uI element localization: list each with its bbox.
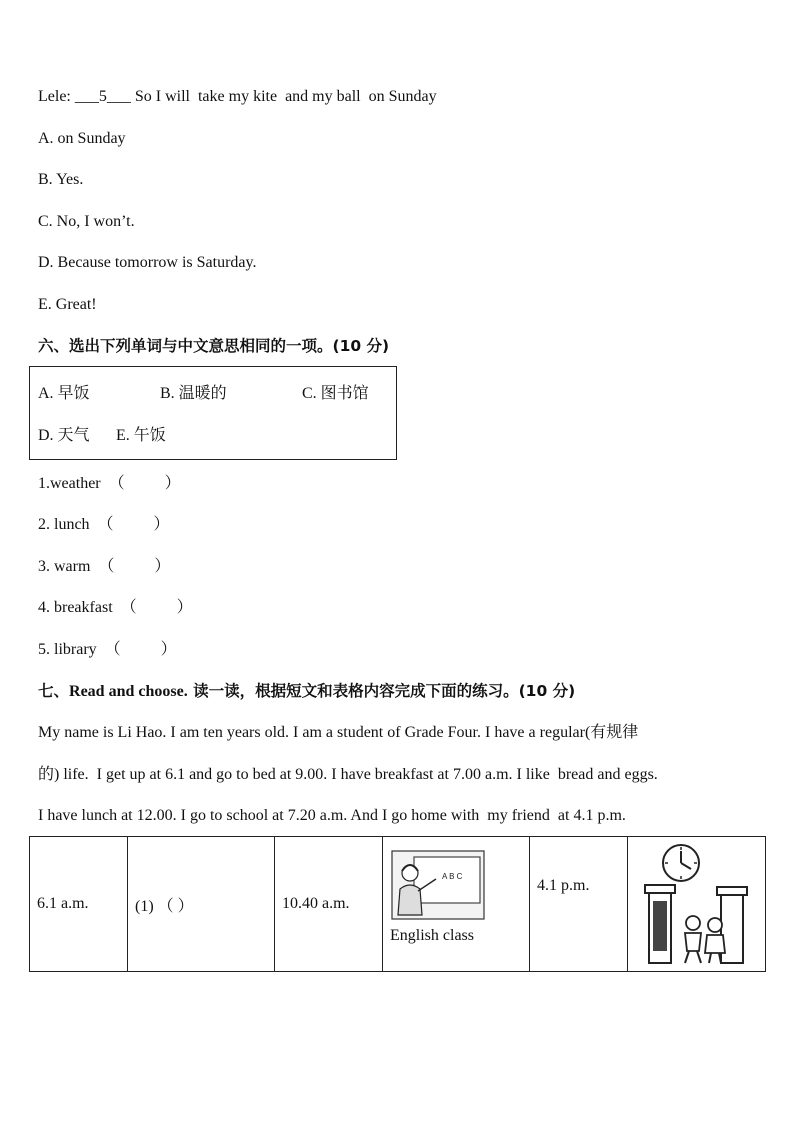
vocab-item-5: 5. library （ ） — [38, 641, 177, 658]
table-cell-time-2: 10.40 a.m. — [275, 837, 383, 972]
kids-going-home-image — [635, 841, 759, 967]
passage-line-2: 的) life. I get up at 6.1 and go to bed at 9.00. I have breakfast at 7.00 a.m. I like bread and eggs. — [38, 766, 658, 783]
dialogue-line: Lele: ___5___ So I will take my kite and my ball on Sunday — [38, 88, 437, 105]
word-bank-box — [29, 366, 397, 460]
table-cell-time-1: 6.1 a.m. — [30, 837, 128, 972]
vocab-item-1: 1.weather （ ） — [38, 475, 181, 492]
teacher-at-blackboard-image — [390, 849, 486, 921]
vocab-item-2: 2. lunch （ ） — [38, 516, 170, 533]
bank-option-e: E. 午饭 — [116, 427, 166, 444]
section7-heading: 七、Read and choose. 读一读，根据短文和表格内容完成下面的练习。(10 分) — [38, 682, 576, 700]
table-cell-go-home-image — [628, 837, 766, 972]
option-d: D. Because tomorrow is Saturday. — [38, 254, 257, 271]
bank-option-a: A. 早饭 — [38, 385, 90, 402]
passage-line-3: I have lunch at 12.00. I go to school at 7.20 a.m. And I go home with my friend at 4.1 p.m. — [38, 807, 626, 824]
option-a: A. on Sunday — [38, 130, 126, 147]
section6-heading: 六、选出下列单词与中文意思相同的一项。(10 分) — [38, 337, 390, 355]
vocab-item-4: 4. breakfast （ ） — [38, 599, 193, 616]
table-cell-blank-1: (1) （ ） — [128, 837, 275, 972]
table-cell-english-class — [383, 837, 530, 972]
bank-option-c: C. 图书馆 — [302, 385, 369, 402]
bank-option-d: D. 天气 — [38, 427, 90, 444]
bank-option-b: B. 温暖的 — [160, 385, 227, 402]
table-cell-time-3: 4.1 p.m. — [530, 837, 628, 972]
board-text: A B C — [442, 872, 463, 881]
option-c: C. No, I won’t. — [38, 213, 135, 230]
english-class-caption: English class — [390, 927, 474, 944]
schedule-table — [29, 836, 766, 972]
option-b: B. Yes. — [38, 171, 84, 188]
option-e: E. Great! — [38, 296, 97, 313]
passage-line-1: My name is Li Hao. I am ten years old. I am a student of Grade Four. I have a regular(有规律 — [38, 724, 639, 741]
vocab-item-3: 3. warm （ ） — [38, 558, 171, 575]
table-row — [30, 837, 766, 972]
